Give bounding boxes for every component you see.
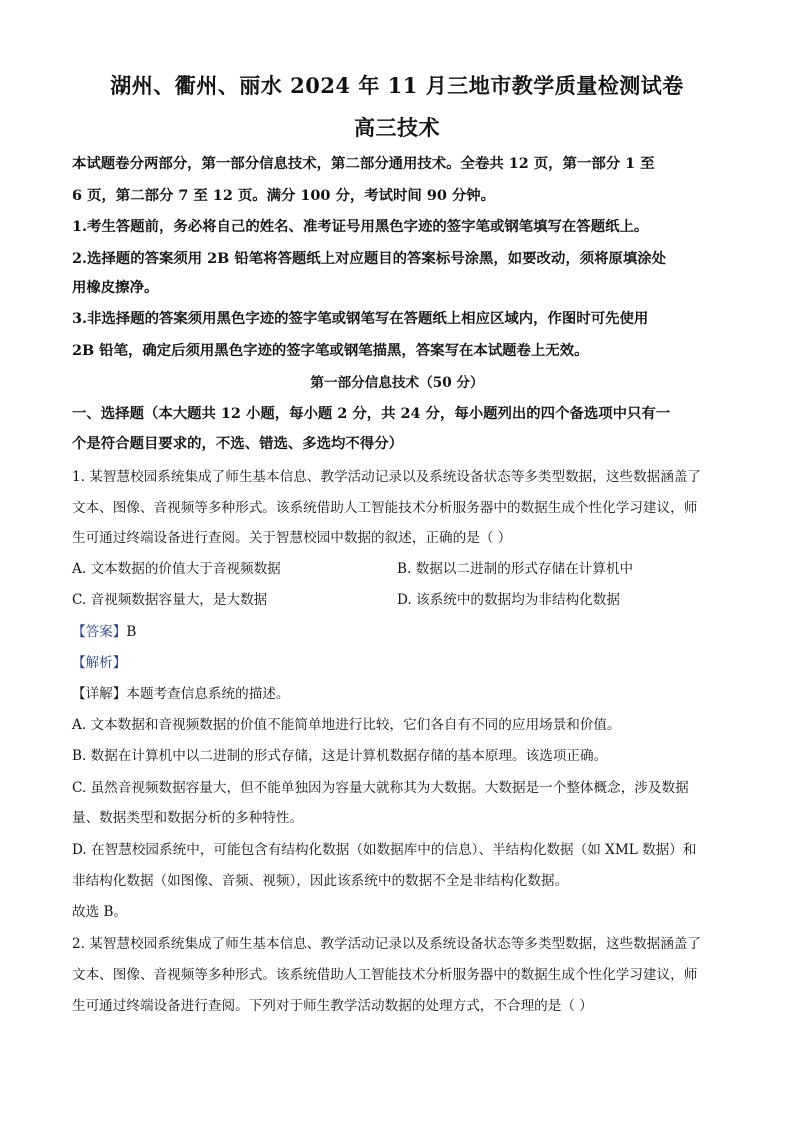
q1-answer	[72, 620, 722, 640]
q1-detail	[72, 682, 722, 702]
instruction-item-3-line-1: 3.非选择题的答案须用黑色字迹的签字笔或钢笔写在答题纸上相应区域内，作图时可先使用	[72, 310, 649, 327]
q1-option-c: C. 音视频数据容量大，是大数据	[72, 592, 268, 608]
intro-line-2: 6 页，第二部分 7 至 12 页。满分 100 分，考试时间 90 分钟。	[72, 187, 496, 204]
q2-stem-line-2: 文本、图像、音视频等多种形式。该系统借助人工智能技术分析服务器中的数据生成个性化学习建议，师	[72, 967, 698, 983]
q2-stem-line-3: 生可通过终端设备进行查阅。下列对于师生教学活动数据的处理方式，不合理的是（ ）	[72, 998, 593, 1014]
instruction-item-3-line-2: 2B 铅笔，确定后须用黑色字迹的签字笔或钢笔描黑，答案写在本试题卷上无效。	[72, 342, 589, 359]
instruction-item-2-line-2: 用橡皮擦净。	[72, 279, 159, 296]
explanation-c-line-1: C. 虽然音视频数据容量大，但不能单独因为容量大就称其为大数据。大数据是一个整体概念，涉及数据	[72, 780, 689, 796]
q1-option-a: A. 文本数据的价值大于音视频数据	[72, 561, 281, 577]
detail-tag: 【详解】	[72, 686, 127, 702]
exam-title: 湖州、衢州、丽水 2024 年 11 月三地市教学质量检测试卷	[110, 73, 684, 98]
section-heading-line-1: 一、选择题（本大题共 12 小题，每小题 2 分，共 24 分，每小题列出的四个备选项中只有一	[72, 405, 671, 422]
q1-stem-line-1: 1. 某智慧校园系统集成了师生基本信息、教学活动记录以及系统设备状态等多类型数据，这些数据涵盖了	[72, 469, 702, 485]
answer-value: B	[126, 624, 137, 640]
explanation-a: A. 文本数据和音视频数据的价值不能简单地进行比较，它们各自有不同的应用场景和价值。	[72, 717, 621, 733]
intro-line-1: 本试题卷分两部分，第一部分信息技术，第二部分通用技术。全卷共 12 页，第一部分 1 至	[72, 155, 655, 172]
explanation-d-line-1: D. 在智慧校园系统中，可能包含有结构化数据（如数据库中的信息）、半结构化数据（如 XML 数据）和	[72, 842, 697, 858]
detail-text: 本题考查信息系统的描述。	[126, 686, 290, 702]
explanation-b: B. 数据在计算机中以二进制的形式存储，这是计算机数据存储的基本原理。该选项正确。	[72, 748, 608, 764]
q2-stem-line-1: 2. 某智慧校园系统集成了师生基本信息、教学活动记录以及系统设备状态等多类型数据，这些数据涵盖了	[72, 936, 702, 952]
analysis-tag: 【解析】	[72, 655, 127, 671]
q1-stem-line-2: 文本、图像、音视频等多种形式。该系统借助人工智能技术分析服务器中的数据生成个性化学习建议，师	[72, 500, 698, 516]
explanation-d-line-2: 非结构化数据（如图像、音频、视频），因此该系统中的数据不全是非结构化数据。	[72, 873, 569, 889]
part1-heading: 第一部分信息技术（50 分）	[310, 375, 484, 391]
conclusion: 故选 B。	[72, 904, 128, 920]
instruction-item-2-line-1: 2.选择题的答案须用 2B 铅笔将答题纸上对应题目的答案标号涂黑，如要改动，须将原填涂处	[72, 250, 667, 267]
instruction-item-1: 1.考生答题前，务必将自己的姓名、准考证号用黑色字迹的签字笔或钢笔填写在答题纸上。	[72, 218, 649, 235]
section-heading-line-2: 个是符合题目要求的，不选、错选、多选均不得分）	[72, 435, 403, 452]
answer-tag: 【答案】	[72, 624, 127, 640]
q1-option-d: D. 该系统中的数据均为非结构化数据	[397, 592, 620, 608]
explanation-c-line-2: 量、数据类型和数据分析的多种特性。	[72, 810, 304, 826]
q1-option-b: B. 数据以二进制的形式存储在计算机中	[397, 561, 634, 577]
q1-stem-line-3: 生可通过终端设备进行查阅。关于智慧校园中数据的叙述，正确的是（ ）	[72, 530, 512, 546]
exam-subtitle: 高三技术	[354, 115, 440, 140]
